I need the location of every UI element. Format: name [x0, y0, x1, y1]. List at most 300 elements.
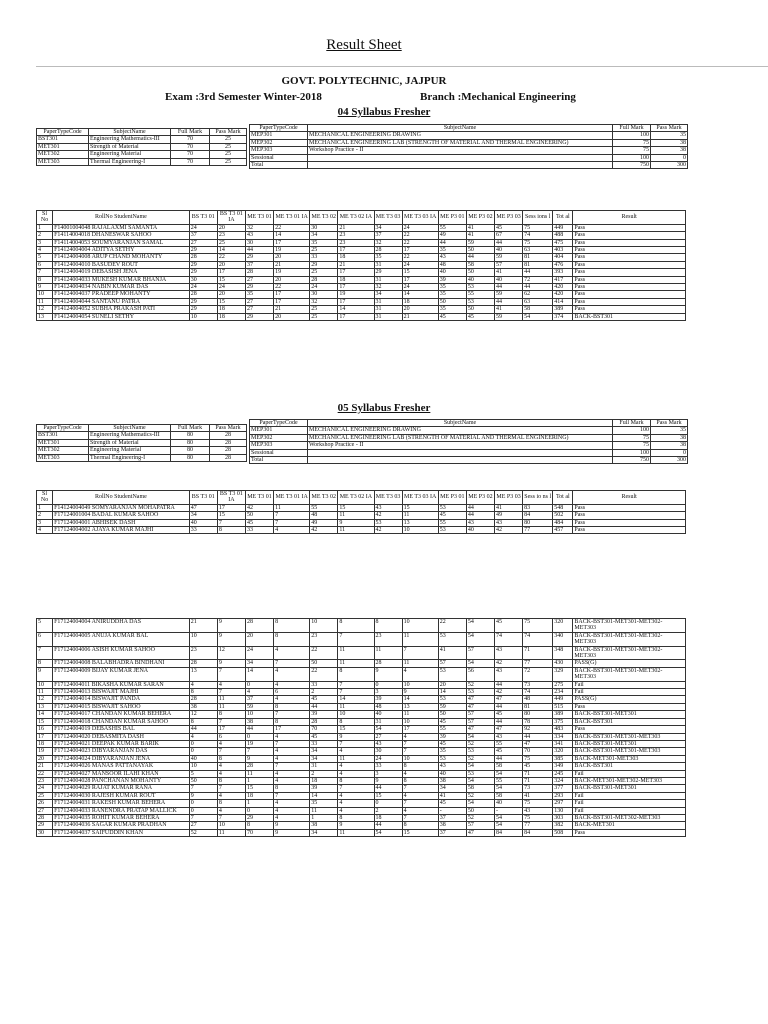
table-cell: 71 — [523, 770, 553, 777]
table-cell: 52 — [466, 755, 494, 762]
table-cell: 52 — [466, 740, 494, 747]
table-cell: 9 — [338, 822, 374, 829]
table-cell: 7 — [217, 718, 245, 725]
table-cell: F17124004037 SAIFUDDIN KHAN — [53, 829, 190, 836]
table-cell: 44 — [495, 298, 523, 305]
table-cell: 1 — [37, 224, 53, 231]
table-cell: 21 — [402, 313, 438, 320]
table-cell: 5 — [189, 770, 217, 777]
table-cell: 24 — [189, 224, 217, 231]
table-cell: F17124004030 RAJESH KUMAR ROUT — [53, 792, 190, 799]
table-cell: F17124004008 BALABHADRA BINDHANI — [53, 660, 190, 667]
table-cell: 72 — [523, 276, 553, 283]
table-cell: 58 — [495, 763, 523, 770]
table-cell: 22 — [217, 254, 245, 261]
table-cell: 57 — [495, 261, 523, 268]
table-cell: 4 — [274, 681, 310, 688]
table-cell: 50 — [438, 711, 466, 718]
table-cell: F14124004054 SUNELI SETHY — [53, 313, 190, 320]
table-cell: 25 — [37, 792, 53, 799]
table-cell: 245 — [553, 770, 573, 777]
table-cell: 11 — [310, 807, 338, 814]
table-cell — [308, 457, 613, 464]
table-cell: 53 — [466, 770, 494, 777]
table-row — [37, 822, 686, 829]
table-cell: F14124004033 MUKESH KUMAR BHANJA — [53, 276, 190, 283]
table-cell: Pass — [573, 306, 686, 313]
table-cell: 58 — [466, 785, 494, 792]
table-cell: 19 — [338, 291, 374, 298]
table-cell: 75 — [613, 147, 651, 154]
table-cell: 4 — [274, 527, 310, 534]
table-cell: 8 — [245, 822, 273, 829]
table-cell: 50 — [438, 298, 466, 305]
table-cell: F17124004033 RANENDRA PRATAP MALLICK — [53, 807, 190, 814]
table-cell: 77 — [523, 660, 553, 667]
table-cell: 449 — [553, 224, 573, 231]
table-cell: 15 — [402, 829, 438, 836]
table-cell: 45 — [245, 519, 273, 526]
table-cell: 28 — [210, 454, 247, 461]
table-cell: 26 — [37, 800, 53, 807]
table-cell: 47 — [466, 696, 494, 703]
table-cell: 11 — [217, 829, 245, 836]
table-cell: F17124004017 CHANDAN KUMAR BEHERA — [53, 711, 190, 718]
table-cell: 375 — [553, 718, 573, 725]
table-cell: 35 — [310, 239, 338, 246]
table-cell: 44 — [310, 703, 338, 710]
table-cell: 47 — [466, 726, 494, 733]
table-cell: 9 — [402, 689, 438, 696]
table-cell: 20 — [217, 291, 245, 298]
table-cell: F14114004018 DHANESWAR SAHOO — [53, 232, 190, 239]
table-cell: 14 — [274, 232, 310, 239]
table-cell: 15 — [402, 269, 438, 276]
table-cell: 40 — [374, 711, 402, 718]
table-cell: 75 — [523, 224, 553, 231]
table-cell: 25 — [310, 306, 338, 313]
table-row — [37, 269, 686, 276]
table-cell: 2 — [37, 512, 53, 519]
table-cell: 44 — [495, 703, 523, 710]
table-cell: 29 — [189, 269, 217, 276]
table-cell: 21 — [338, 224, 374, 231]
table-cell: 8 — [217, 755, 245, 762]
table-cell: 38 — [651, 139, 688, 146]
table-cell: 55 — [438, 726, 466, 733]
table-cell: 508 — [553, 829, 573, 836]
table-row — [37, 814, 686, 821]
header-cell: PaperTypeCode — [250, 420, 308, 427]
table-cell: 7 — [402, 748, 438, 755]
table-cell: 53 — [438, 632, 466, 646]
header-cell: ME T3 02 — [310, 491, 338, 505]
table-cell: Total — [250, 162, 308, 169]
table-cell: 15 — [217, 512, 245, 519]
table-cell: 4 — [274, 770, 310, 777]
table-cell: 30 — [374, 748, 402, 755]
table-cell: 100 — [613, 449, 651, 456]
table-cell: 7 — [274, 711, 310, 718]
table-cell: 10 — [37, 681, 53, 688]
table-row — [37, 143, 247, 150]
table-cell: F17124001004 BADAL KUMAR SAHOO — [53, 512, 190, 519]
table-cell: 54 — [495, 814, 523, 821]
header-cell: ME P3 03 — [495, 211, 523, 225]
table-cell: 70 — [171, 158, 210, 165]
table-cell: BACK-MET301-MET302-MET303 — [573, 777, 686, 784]
table-cell: Thermal Engineering-I — [89, 454, 171, 461]
table-cell: 40 — [495, 800, 523, 807]
table-cell: 4 — [274, 646, 310, 660]
table-cell: F17124004020 DEBASMITA DASH — [53, 733, 190, 740]
table-cell: 2 — [310, 770, 338, 777]
table-cell: 25 — [217, 239, 245, 246]
table-cell: 6 — [37, 261, 53, 268]
table-cell: 18 — [217, 306, 245, 313]
table-row — [37, 261, 686, 268]
table-cell: 7 — [217, 689, 245, 696]
table-cell: 25 — [310, 313, 338, 320]
table-cell: F14124004037 PRADEEP MOHANTY — [53, 291, 190, 298]
table-row — [37, 306, 686, 313]
table-cell: 430 — [553, 660, 573, 667]
table-cell: 17 — [338, 247, 374, 254]
table-cell: 80 — [171, 454, 210, 461]
theory-subjects-table-05 — [36, 424, 247, 462]
table-cell: 41 — [495, 269, 523, 276]
table-row — [37, 136, 247, 143]
table-cell: 21 — [274, 306, 310, 313]
table-cell: 11 — [338, 646, 374, 660]
exam-label: Exam :3rd Semester Winter-2018 — [165, 91, 322, 103]
result-table-04 — [36, 210, 686, 321]
table-cell: Pass — [573, 703, 686, 710]
table-cell: 300 — [651, 457, 688, 464]
result-table-05-continued — [36, 618, 686, 837]
table-cell: 31 — [310, 763, 338, 770]
table-cell: 18 — [338, 254, 374, 261]
table-row — [37, 527, 686, 534]
table-cell: 43 — [438, 254, 466, 261]
table-cell: 71 — [523, 777, 553, 784]
table-cell: 0 — [189, 800, 217, 807]
table-cell: 19 — [274, 269, 310, 276]
table-cell: 81 — [523, 254, 553, 261]
header-cell: ME T3 03 IA — [402, 491, 438, 505]
table-cell: 0 — [189, 748, 217, 755]
table-cell: 30 — [310, 224, 338, 231]
table-cell: 39 — [374, 696, 402, 703]
table-cell: 334 — [553, 733, 573, 740]
table-cell: 9 — [374, 777, 402, 784]
table-cell: 4 — [402, 667, 438, 681]
table-cell: BACK-BST301-MET301 — [573, 740, 686, 747]
table-cell: 0 — [651, 154, 688, 161]
table-cell: 35 — [438, 284, 466, 291]
table-row — [37, 689, 686, 696]
table-cell: 44 — [523, 269, 553, 276]
table-cell: 24 — [37, 785, 53, 792]
table-cell: 17 — [402, 276, 438, 283]
table-cell: F17124004006 ASISH KUMAR SAHOO — [53, 646, 190, 660]
table-row — [37, 276, 686, 283]
table-cell: F17124004005 ANUJA KUMAR BAL — [53, 632, 190, 646]
table-cell: 4 — [217, 807, 245, 814]
table-cell: 75 — [523, 814, 553, 821]
table-row — [37, 777, 686, 784]
table-cell: 7 — [274, 660, 310, 667]
table-cell: PASS(G) — [573, 696, 686, 703]
table-cell: 420 — [553, 291, 573, 298]
table-cell: 44 — [495, 284, 523, 291]
table-cell: 29 — [37, 822, 53, 829]
table-cell: 77 — [523, 527, 553, 534]
table-cell: 5 — [37, 619, 53, 633]
table-cell: 52 — [466, 814, 494, 821]
table-cell: 74 — [523, 689, 553, 696]
header-cell: Full Mark — [171, 129, 210, 136]
header-cell: BS T3 01 IA — [217, 491, 245, 505]
table-cell: 7 — [338, 740, 374, 747]
table-cell: 22 — [37, 770, 53, 777]
table-cell: 22 — [402, 232, 438, 239]
table-cell: 8 — [338, 777, 374, 784]
table-cell: 29 — [245, 254, 273, 261]
table-cell: Pass — [573, 527, 686, 534]
header-cell: Sl No — [37, 491, 53, 505]
table-row — [250, 147, 688, 154]
table-cell: 44 — [245, 247, 273, 254]
table-cell: Pass — [573, 239, 686, 246]
table-cell: 55 — [495, 777, 523, 784]
table-cell: 43 — [495, 519, 523, 526]
table-cell: 6 — [274, 689, 310, 696]
table-cell: 17 — [402, 726, 438, 733]
table-cell: 35 — [374, 254, 402, 261]
table-cell: 40 — [495, 247, 523, 254]
table-cell: 34 — [374, 291, 402, 298]
table-cell: 6 — [37, 632, 53, 646]
table-cell: 70 — [523, 748, 553, 755]
table-cell: 41 — [438, 792, 466, 799]
table-cell: Pass — [573, 254, 686, 261]
table-cell: 25 — [210, 158, 247, 165]
table-cell: 17 — [338, 313, 374, 320]
table-cell: 10 — [402, 681, 438, 688]
table-cell: 57 — [466, 718, 494, 725]
table-cell: 25 — [310, 269, 338, 276]
table-cell: 50 — [310, 660, 338, 667]
table-cell: 38 — [438, 822, 466, 829]
table-cell: 4 — [274, 800, 310, 807]
table-cell: 48 — [310, 512, 338, 519]
table-cell: 5 — [37, 254, 53, 261]
practical-subjects-table-04 — [249, 124, 688, 169]
table-cell: MEP303 — [250, 147, 308, 154]
table-cell: 19 — [274, 247, 310, 254]
table-cell: 59 — [495, 254, 523, 261]
table-cell: 17 — [274, 726, 310, 733]
table-cell: Pass — [573, 261, 686, 268]
table-cell: 8 — [374, 619, 402, 633]
table-cell: 44 — [374, 822, 402, 829]
table-cell: 24 — [402, 261, 438, 268]
table-cell: 74 — [523, 632, 553, 646]
table-cell: 75 — [523, 755, 553, 762]
table-cell: 40 — [466, 527, 494, 534]
table-cell: 75 — [523, 619, 553, 633]
table-cell: 44 — [245, 726, 273, 733]
table-cell: 13 — [402, 519, 438, 526]
table-cell: 47 — [466, 703, 494, 710]
table-cell: Engineering Mathematics-III — [89, 136, 171, 143]
table-row — [37, 619, 686, 633]
table-cell: 8 — [274, 718, 310, 725]
table-cell: 11 — [338, 660, 374, 667]
table-cell: 80 — [171, 447, 210, 454]
table-cell: PASS(G) — [573, 660, 686, 667]
table-row — [37, 439, 247, 446]
table-cell: 84 — [523, 512, 553, 519]
header-cell: ME P3 01 — [438, 211, 466, 225]
table-cell: 50 — [466, 269, 494, 276]
table-cell: 9 — [245, 755, 273, 762]
table-cell: Pass — [573, 224, 686, 231]
table-cell: Workshop Practice - II — [308, 147, 613, 154]
table-cell: 74 — [523, 232, 553, 239]
table-cell: 43 — [374, 740, 402, 747]
table-cell: - — [438, 807, 466, 814]
branch-label: Branch :Mechanical Engineering — [420, 91, 576, 103]
table-cell: Sessional — [250, 449, 308, 456]
table-cell: 39 — [310, 711, 338, 718]
table-cell: 8 — [217, 527, 245, 534]
table-cell: 44 — [495, 718, 523, 725]
table-cell: MET301 — [37, 143, 89, 150]
table-row — [37, 792, 686, 799]
table-cell: 28 — [374, 660, 402, 667]
table-cell: 4 — [338, 800, 374, 807]
table-cell: 25 — [210, 143, 247, 150]
table-cell: 54 — [495, 770, 523, 777]
table-cell: 53 — [466, 284, 494, 291]
table-cell: 404 — [553, 254, 573, 261]
table-cell: 27 — [245, 276, 273, 283]
table-cell: 18 — [338, 276, 374, 283]
header-cell: ME P3 03 — [495, 491, 523, 505]
table-cell: 7 — [189, 814, 217, 821]
table-cell: 54 — [466, 660, 494, 667]
table-cell: 62 — [523, 291, 553, 298]
table-cell: 488 — [553, 232, 573, 239]
table-cell: 29 — [189, 261, 217, 268]
table-cell: 9 — [374, 667, 402, 681]
table-cell: 12 — [37, 696, 53, 703]
table-cell: 43 — [495, 646, 523, 660]
table-cell: Pass — [573, 291, 686, 298]
table-cell: 83 — [523, 504, 553, 511]
table-cell: 14 — [37, 711, 53, 718]
table-row — [37, 740, 686, 747]
table-cell: 22 — [402, 239, 438, 246]
table-cell: 11 — [217, 703, 245, 710]
table-cell: 14 — [310, 792, 338, 799]
table-cell: 45 — [495, 619, 523, 633]
table-cell: 7 — [245, 748, 273, 755]
table-cell: 8 — [217, 800, 245, 807]
table-cell: 20 — [402, 306, 438, 313]
table-cell: 11 — [402, 632, 438, 646]
table-cell: 22 — [438, 619, 466, 633]
table-cell: 45 — [495, 748, 523, 755]
table-cell: MECHANICAL ENGINEERING LAB (STRENGTH OF MATERIAL AND THERMAL ENGINEERING) — [308, 139, 613, 146]
table-row — [37, 254, 686, 261]
table-cell: BACK-BST301 — [573, 313, 686, 320]
table-cell: 63 — [523, 247, 553, 254]
table-cell: Fail — [573, 689, 686, 696]
table-cell: 27 — [189, 239, 217, 246]
table-cell: 17 — [338, 269, 374, 276]
table-cell: 414 — [553, 298, 573, 305]
table-cell: 8 — [189, 689, 217, 696]
table-cell: 393 — [553, 269, 573, 276]
table-cell: Fail — [573, 681, 686, 688]
header-cell: Result — [573, 491, 686, 505]
table-cell: 2 — [374, 807, 402, 814]
table-cell: 45 — [438, 800, 466, 807]
header-cell: ME P3 01 — [438, 491, 466, 505]
table-cell: 22 — [310, 667, 338, 681]
header-cell: ME P3 02 — [466, 491, 494, 505]
table-cell: MECHANICAL ENGINEERING LAB (STRENGTH OF MATERIAL AND THERMAL ENGINEERING) — [308, 434, 613, 441]
table-cell: F14124004049 SOMYARANJAN MOHAPATRA — [53, 504, 190, 511]
table-cell: 34 — [310, 829, 338, 836]
table-cell: 18 — [374, 814, 402, 821]
table-cell: 77 — [523, 822, 553, 829]
table-cell: 8 — [274, 703, 310, 710]
table-cell: 32 — [245, 224, 273, 231]
table-cell: F17124004018 CHANDAN KUMAR SAHOO — [53, 718, 190, 725]
section-heading-04: 04 Syllabus Fresher — [337, 106, 431, 118]
table-cell: F17124004009 BIJAY KUMAR JENA — [53, 667, 190, 681]
table-row — [37, 447, 247, 454]
header-cell: SubjectName — [89, 129, 171, 136]
table-cell: 4 — [274, 748, 310, 755]
table-cell: 6 — [217, 733, 245, 740]
table-cell: 13 — [37, 703, 53, 710]
table-cell: 33 — [189, 527, 217, 534]
table-cell: 59 — [495, 313, 523, 320]
table-cell: Pass — [573, 726, 686, 733]
table-cell: MET302 — [37, 447, 89, 454]
table-cell: 37 — [438, 829, 466, 836]
table-cell: 25 — [310, 247, 338, 254]
header-cell: Sl No — [37, 211, 53, 225]
table-cell: 7 — [274, 740, 310, 747]
table-cell: 53 — [438, 667, 466, 681]
table-cell: 12 — [37, 306, 53, 313]
table-cell: 30 — [310, 291, 338, 298]
table-row — [37, 504, 686, 511]
table-cell: 53 — [466, 298, 494, 305]
table-cell: 4 — [189, 733, 217, 740]
table-cell: 12 — [189, 711, 217, 718]
table-cell — [308, 449, 613, 456]
table-cell: 15 — [217, 298, 245, 305]
table-cell: Fail — [573, 792, 686, 799]
header-cell: PaperTypeCode — [37, 425, 89, 432]
